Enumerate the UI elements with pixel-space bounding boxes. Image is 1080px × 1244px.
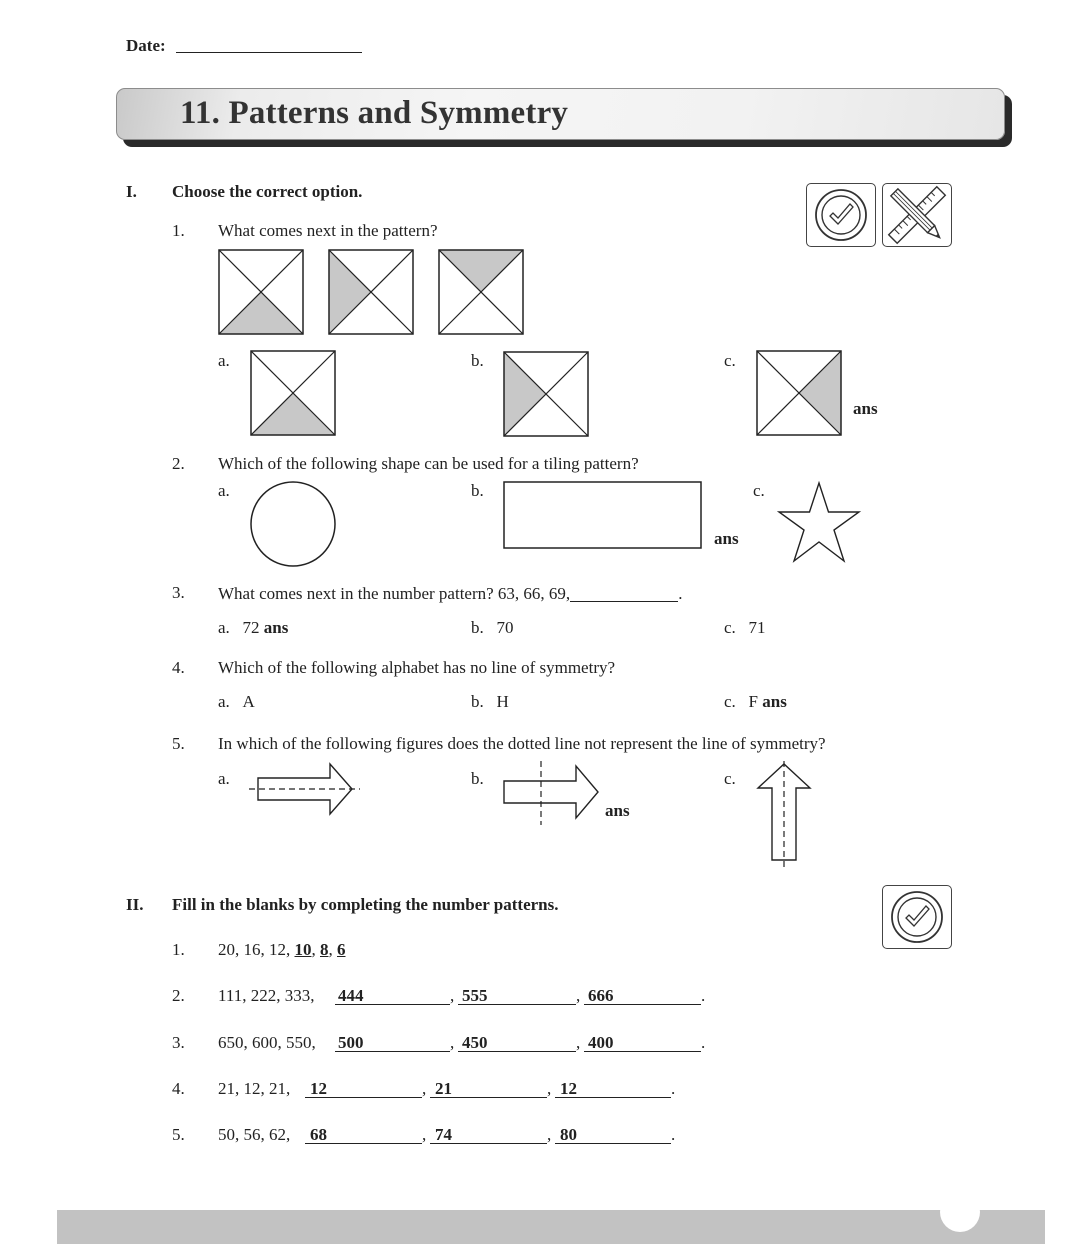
fill-item-number: 3.: [172, 1033, 185, 1052]
date-field[interactable]: [176, 38, 362, 53]
section-1-heading: Choose the correct option.: [172, 182, 363, 201]
fill-item-number: 2.: [172, 986, 185, 1005]
question-number: 3.: [172, 583, 185, 602]
fill-answer: 21: [435, 1079, 452, 1098]
option-label: b.: [471, 351, 484, 370]
option-item[interactable]: c. 71: [724, 618, 766, 637]
option-label: a.: [218, 481, 230, 500]
separator: .: [671, 1125, 676, 1144]
star-shape[interactable]: [777, 480, 863, 566]
fill-answer: 400: [588, 1033, 614, 1052]
fill-answer: 68: [310, 1125, 327, 1144]
option-label: a.: [218, 769, 230, 788]
page-number-circle: [940, 1192, 980, 1232]
fill-answer: 12: [310, 1079, 327, 1098]
section-1-numeral: I.: [126, 182, 137, 201]
fill-item-number: 5.: [172, 1125, 185, 1144]
check-circle-icon: [806, 183, 876, 247]
separator: ,: [422, 1079, 427, 1098]
option-label: b.: [471, 481, 484, 500]
separator: .: [701, 986, 706, 1005]
question-text: Which of the following shape can be used for a tiling pattern?: [218, 454, 639, 473]
arrow-right-horizontal-axis[interactable]: [248, 760, 362, 818]
pattern-square-2: [329, 250, 413, 334]
fill-answer: 74: [435, 1125, 452, 1144]
option-c-square[interactable]: [756, 350, 844, 438]
fill-item-given: 50, 56, 62,: [218, 1125, 291, 1144]
option-a-square[interactable]: [250, 350, 338, 438]
question-text: What comes next in the number pattern? 63, 66, 69, .: [218, 584, 683, 603]
question-text: In which of the following figures does the dotted line not represent the line of symmetry?: [218, 734, 826, 753]
fill-answer: 6: [337, 940, 346, 959]
fill-item-given: 650, 600, 550,: [218, 1033, 316, 1052]
fill-answer: 444: [338, 986, 364, 1005]
separator: ,: [450, 986, 455, 1005]
fill-answer: 500: [338, 1033, 364, 1052]
option-item[interactable]: a. 72 ans: [218, 618, 289, 637]
page-title: 11. Patterns and Symmetry: [180, 95, 569, 131]
arrow-right-vertical-axis[interactable]: [500, 760, 604, 826]
option-label: c.: [724, 351, 736, 370]
separator: ,: [576, 986, 581, 1005]
separator: ,: [450, 1033, 455, 1052]
fill-item-number: 1.: [172, 940, 185, 959]
option-label: c.: [753, 481, 765, 500]
option-label: a.: [218, 351, 230, 370]
pattern-square-1: [219, 250, 303, 334]
separator: ,: [422, 1125, 427, 1144]
question-text: Which of the following alphabet has no line of symmetry?: [218, 658, 616, 677]
answer-mark: ans: [714, 529, 739, 548]
separator: .: [701, 1033, 706, 1052]
option-label: c.: [724, 769, 736, 788]
fill-answer: 8: [320, 940, 329, 959]
separator: .: [671, 1079, 676, 1098]
section-2-numeral: II.: [126, 895, 144, 914]
rectangle-shape[interactable]: [503, 481, 703, 551]
question-number: 1.: [172, 221, 185, 240]
pattern-sequence-figure: [218, 249, 528, 337]
fill-item-number: 4.: [172, 1079, 185, 1098]
option-item[interactable]: c. F ans: [724, 692, 787, 711]
option-b-square[interactable]: [503, 351, 591, 439]
option-item[interactable]: b. H: [471, 692, 509, 711]
fill-item-given: 21, 12, 21,: [218, 1079, 291, 1098]
option-item[interactable]: a. A: [218, 692, 255, 711]
fill-answer: 80: [560, 1125, 577, 1144]
section-2-heading: Fill in the blanks by completing the number patterns.: [172, 895, 559, 914]
answer-mark: ans: [853, 399, 878, 418]
fill-answer: 12: [560, 1079, 577, 1098]
separator: ,: [547, 1079, 552, 1098]
question-number: 4.: [172, 658, 185, 677]
question-text: What comes next in the pattern?: [218, 221, 438, 240]
date-label: Date:: [126, 36, 166, 55]
question-number: 2.: [172, 454, 185, 473]
check-circle-icon: [882, 885, 952, 949]
pattern-square-3: [439, 250, 523, 334]
answer-blank: [570, 584, 678, 602]
separator: ,: [547, 1125, 552, 1144]
fill-answer: 10: [294, 940, 312, 959]
answer-mark: ans: [263, 618, 289, 637]
fill-answer: 555: [462, 986, 488, 1005]
pencil-ruler-icon: [882, 183, 952, 247]
circle-shape[interactable]: [249, 480, 339, 570]
option-label: b.: [471, 769, 484, 788]
footer-bar: [57, 1210, 1045, 1244]
fill-item: 20, 16, 12, 10, 8, 6: [218, 940, 346, 959]
question-number: 5.: [172, 734, 185, 753]
answer-mark: ans: [605, 801, 630, 820]
fill-item-given: 111, 222, 333,: [218, 986, 315, 1005]
fill-answer: 450: [462, 1033, 488, 1052]
option-item[interactable]: b. 70: [471, 618, 514, 637]
arrow-up-vertical-axis[interactable]: [756, 760, 814, 872]
separator: ,: [576, 1033, 581, 1052]
fill-answer: 666: [588, 986, 614, 1005]
answer-mark: ans: [762, 692, 787, 711]
